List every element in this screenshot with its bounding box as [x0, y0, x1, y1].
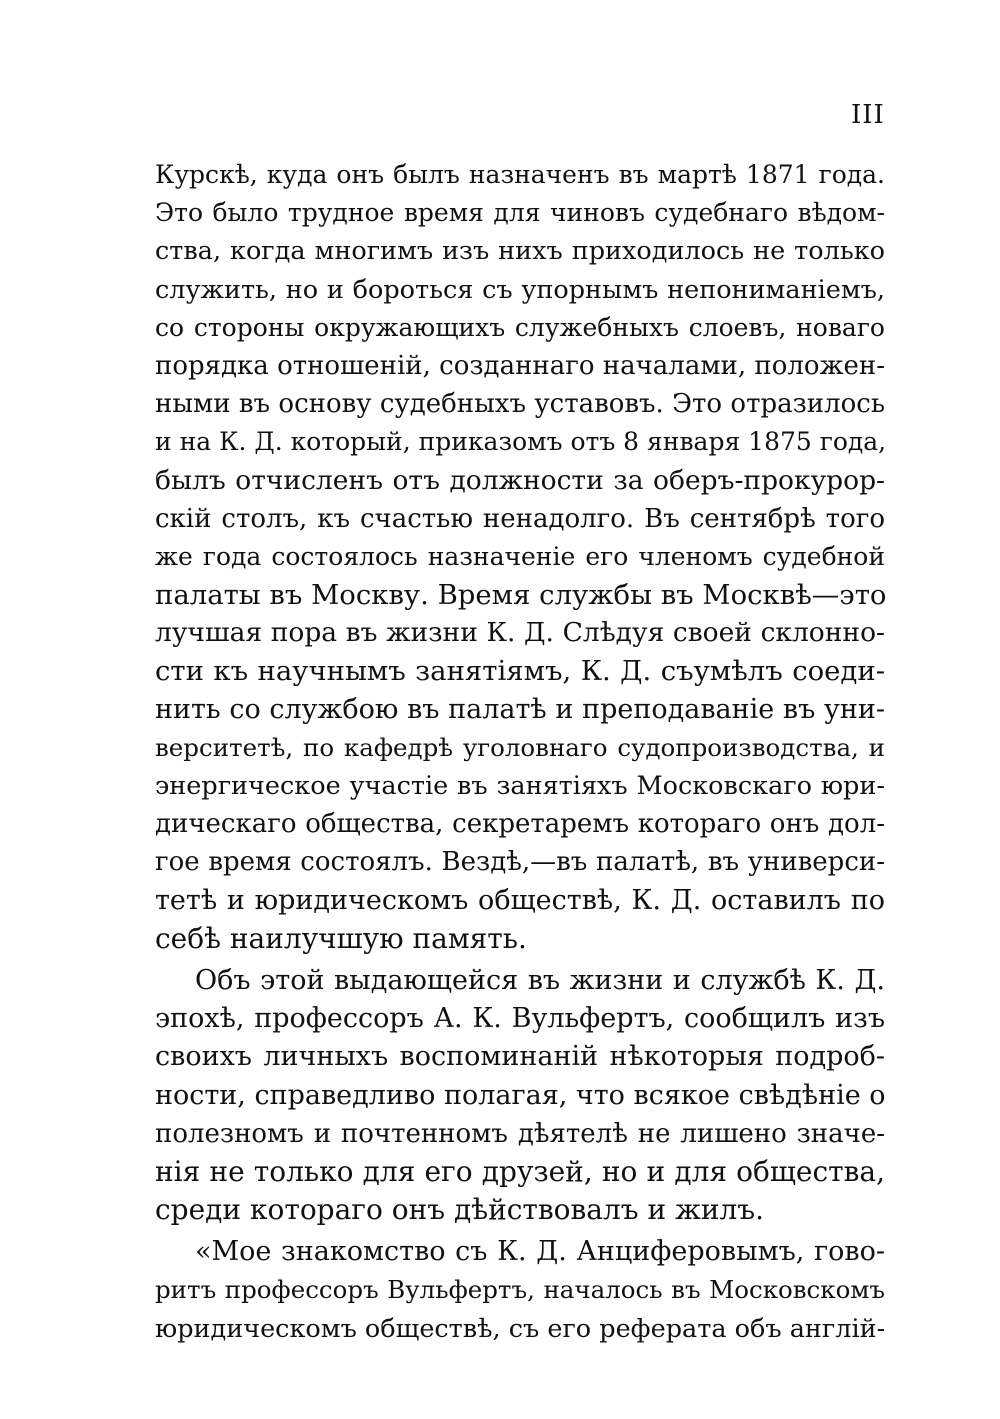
text-line: Это было трудное время для чиновъ судебнаго вѣдом-	[155, 198, 885, 228]
text-line: Объ этой выдающейся въ жизни и службѣ К. Д.	[195, 964, 885, 996]
text-line: ритъ профессоръ Вульфертъ, началось въ Московскомъ	[155, 1275, 885, 1305]
text-line: верситетѣ, по кафедрѣ уголовнаго судопроизводства, и	[155, 732, 885, 762]
text-line: ными въ основу судебныхъ уставовъ. Это отразилось	[155, 389, 885, 420]
text-line: порядка отношеній, созданнаго началами, положен-	[155, 350, 885, 381]
text-line: былъ отчисленъ отъ должности за оберъ-прокурор-	[155, 464, 885, 496]
text-line: дическаго общества, секретаремъ котораго онъ дол-	[155, 809, 885, 840]
text-line: ства, когда многимъ изъ нихъ приходилось не только	[155, 236, 885, 267]
text-line: среди котораго онъ дѣйствовалъ и жилъ.	[155, 1193, 764, 1227]
text-line: себѣ наилучшую память.	[155, 921, 527, 955]
text-line: и на К. Д. который, приказомъ отъ 8 января 1875 года,	[155, 427, 887, 457]
text-line: эпохѣ, профессоръ А. К. Вульфертъ, сообщилъ изъ	[155, 1003, 885, 1035]
paragraph	[155, 962, 885, 1229]
text-line: нить со службою въ палатѣ и преподаваніе въ уни-	[155, 693, 885, 725]
text-line: же года состоялось назначеніе его членомъ судебной	[155, 541, 885, 571]
paragraph	[155, 156, 885, 958]
text-line: Курскѣ, куда онъ былъ назначенъ въ мартѣ 1871 года.	[155, 160, 885, 189]
text-line: палаты въ Москву. Время службы въ Москвѣ—это	[155, 579, 887, 612]
body-text	[155, 156, 885, 1348]
text-line: своихъ личныхъ воспоминаній нѣкоторыя подроб-	[155, 1041, 885, 1073]
text-line: со стороны окружающихъ служебныхъ слоевъ, новаго	[155, 312, 885, 342]
text-line: служить, но и бороться съ упорнымъ непониманіемъ,	[155, 274, 885, 305]
text-line: юридическомъ обществѣ, съ его реферата объ англій-	[155, 1313, 886, 1344]
text-line: тетѣ и юридическомъ обществѣ, К. Д. оставилъ по	[155, 884, 885, 916]
text-line: ности, справедливо полагая, что всякое свѣдѣніе о	[155, 1079, 886, 1111]
text-line: лучшая пора въ жизни К. Д. Слѣдуя своей склонно-	[155, 617, 885, 649]
text-line: нія не только для его друзей, но и для общества,	[155, 1154, 885, 1188]
text-line: скій столъ, къ счастью ненадолго. Въ сентябрѣ того	[155, 503, 885, 534]
text-line: энергическое участіе въ занятіяхъ Московскаго юри-	[155, 771, 885, 801]
text-line: «Мое знакомство съ К. Д. Анциферовымъ, гово-	[195, 1236, 885, 1268]
text-line: гое время состоялъ. Вездѣ,—въ палатѣ, въ универси-	[155, 847, 885, 878]
page-number: III	[851, 100, 885, 130]
text-line: сти къ научнымъ занятіямъ, К. Д. съумѣлъ соеди-	[155, 655, 885, 688]
text-line: полезномъ и почтенномъ дѣятелѣ не лишено значе-	[155, 1118, 885, 1149]
paragraph	[155, 1233, 885, 1348]
